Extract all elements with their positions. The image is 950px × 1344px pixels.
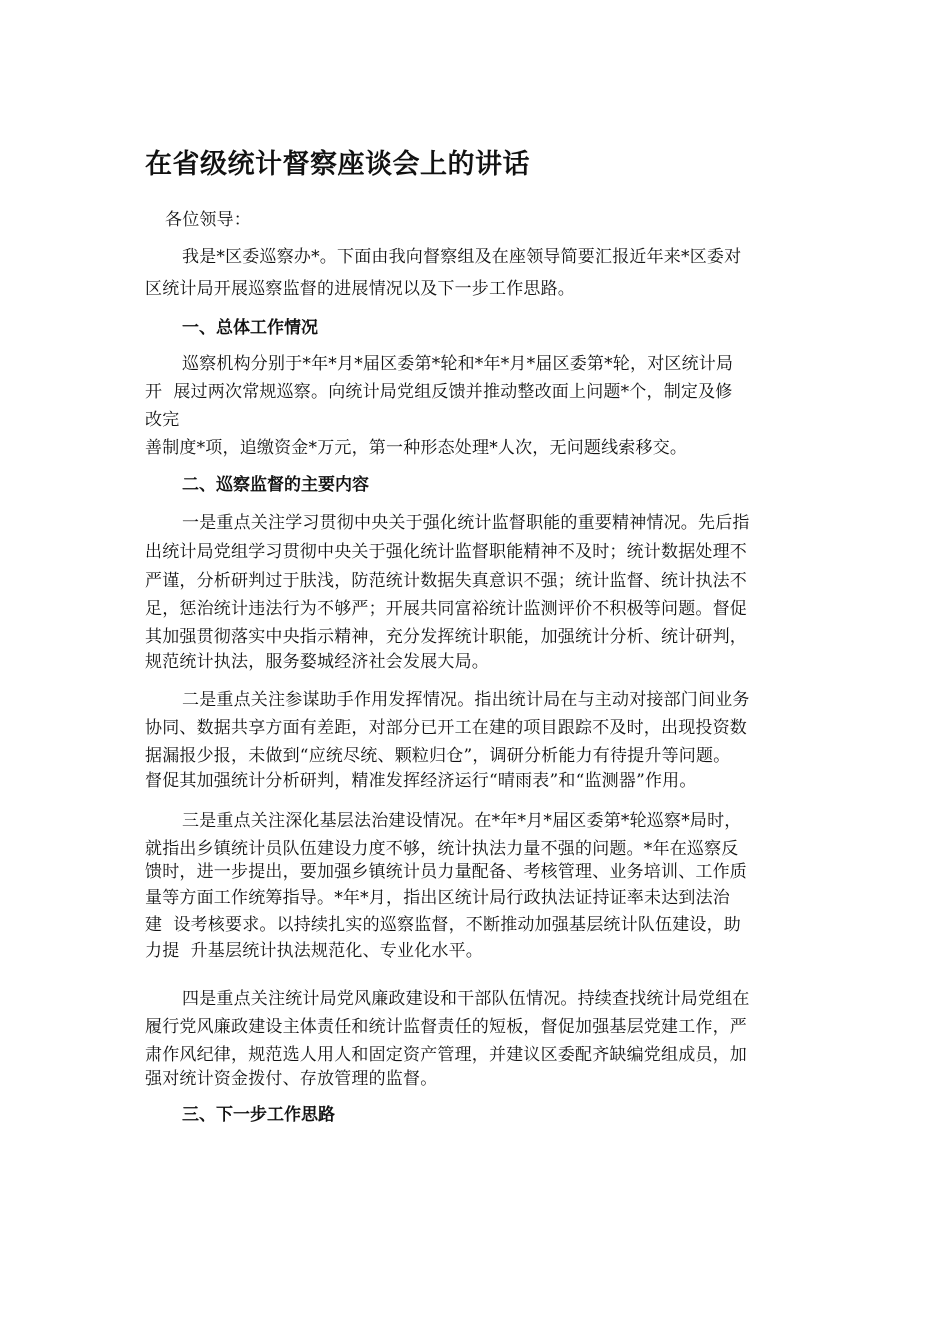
para1-line: 一是重点关注学习贯彻中央关于强化统计监督职能的重要精神情况。先后指 bbox=[182, 513, 750, 533]
para3-line: 力提 升基层统计执法规范化、专业化水平。 bbox=[145, 941, 484, 961]
para1-line: 其加强贯彻落实中央指示精神，充分发挥统计职能，加强统计分析、统计研判， bbox=[145, 627, 747, 647]
document-title: 在省级统计督察座谈会上的讲话 bbox=[145, 149, 530, 180]
section-heading-1: 一、总体工作情况 bbox=[182, 318, 318, 338]
para4-line: 强对统计资金拨付、存放管理的监督。 bbox=[145, 1069, 438, 1089]
para3-line: 三是重点关注深化基层法治建设情况。在*年*月*届区委第*轮巡察*局时， bbox=[182, 811, 742, 831]
para2-line: 二是重点关注参谋助手作用发挥情况。指出统计局在与主动对接部门间业务 bbox=[182, 690, 750, 710]
para3-line: 量等方面工作统筹指导。*年*月，指出区统计局行政执法证持证率未达到法治 bbox=[145, 888, 730, 908]
greeting: 各位领导： bbox=[165, 210, 251, 230]
para4-line: 肃作风纪律，规范选人用人和固定资产管理，并建议区委配齐缺编党组成员，加 bbox=[145, 1045, 747, 1065]
para1-line: 严谨，分析研判过于肤浅，防范统计数据失真意识不强；统计监督、统计执法不 bbox=[145, 571, 747, 591]
section1-line: 善制度*项，追缴资金*万元，第一种形态处理*人次，无问题线索移交。 bbox=[145, 438, 688, 458]
para2-line: 据漏报少报，未做到“应统尽统、颗粒归仓”，调研分析能力有待提升等问题。 bbox=[145, 746, 731, 766]
section1-line: 开 展过两次常规巡察。向统计局党组反馈并推动整改面上问题*个，制定及修 bbox=[145, 382, 733, 402]
para3-line: 就指出乡镇统计员队伍建设力度不够，统计执法力量不强的问题。*年在巡察反 bbox=[145, 839, 739, 859]
section-heading-2: 二、巡察监督的主要内容 bbox=[182, 475, 369, 495]
para4-line: 四是重点关注统计局党风廉政建设和干部队伍情况。持续查找统计局党组在 bbox=[182, 989, 750, 1009]
intro-line: 区统计局开展巡察监督的进展情况以及下一步工作思路。 bbox=[145, 279, 575, 299]
para1-line: 出统计局党组学习贯彻中央关于强化统计监督职能精神不及时；统计数据处理不 bbox=[145, 542, 747, 562]
section-heading-3: 三、下一步工作思路 bbox=[182, 1105, 335, 1125]
para1-line: 规范统计执法，服务婺城经济社会发展大局。 bbox=[145, 652, 489, 672]
para3-line: 馈时，进一步提出，要加强乡镇统计员力量配备、考核管理、业务培训、工作质 bbox=[145, 862, 747, 882]
para2-line: 协同、数据共享方面有差距，对部分已开工在建的项目跟踪不及时，出现投资数 bbox=[145, 718, 747, 738]
intro-line: 我是*区委巡察办*。下面由我向督察组及在座领导简要汇报近年来*区委对 bbox=[182, 247, 742, 267]
para1-line: 足，惩治统计违法行为不够严；开展共同富裕统计监测评价不积极等问题。督促 bbox=[145, 599, 747, 619]
section1-line: 巡察机构分别于*年*月*届区委第*轮和*年*月*届区委第*轮，对区统计局 bbox=[182, 354, 734, 374]
section1-line: 改完 bbox=[145, 410, 180, 430]
para3-line: 建 设考核要求。以持续扎实的巡察监督，不断推动加强基层统计队伍建设，助 bbox=[145, 915, 742, 935]
para2-line: 督促其加强统计分析研判，精准发挥经济运行“晴雨表”和“监测器”作用。 bbox=[145, 771, 697, 791]
para4-line: 履行党风廉政建设主体责任和统计监督责任的短板，督促加强基层党建工作，严 bbox=[145, 1017, 747, 1037]
